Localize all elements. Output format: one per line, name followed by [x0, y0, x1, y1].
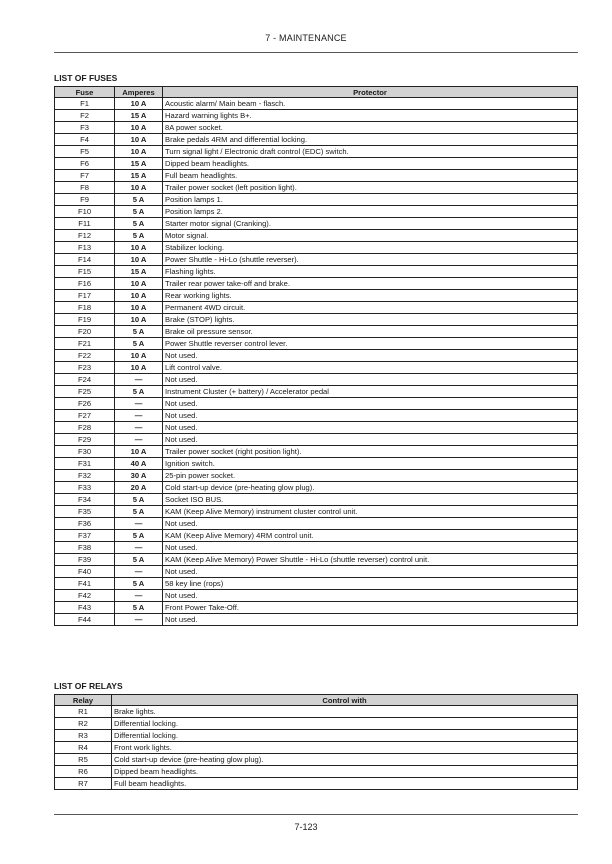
fuse-id-cell: F40	[55, 566, 115, 578]
fuse-id-cell: F30	[55, 446, 115, 458]
table-row	[55, 602, 578, 614]
table-row	[55, 158, 578, 170]
protector-cell: Ignition switch.	[163, 458, 578, 470]
fuse-id-cell: F9	[55, 194, 115, 206]
protector-cell: Instrument Cluster (+ battery) / Accelerator pedal	[163, 386, 578, 398]
relay-id-cell: R6	[55, 766, 112, 778]
table-row	[55, 482, 578, 494]
fuse-id-cell: F35	[55, 506, 115, 518]
protector-cell: Dipped beam headlights.	[163, 158, 578, 170]
protector-cell: Not used.	[163, 614, 578, 626]
table-row	[55, 374, 578, 386]
table-row	[55, 554, 578, 566]
control-cell: Front work lights.	[112, 742, 578, 754]
amperes-cell: 20 A	[115, 482, 163, 494]
table-row	[55, 134, 578, 146]
table-row	[55, 278, 578, 290]
table-row	[55, 766, 578, 778]
table-row	[55, 242, 578, 254]
amperes-cell: 5 A	[115, 194, 163, 206]
amperes-cell: 5 A	[115, 386, 163, 398]
fuse-column-header: Fuse	[55, 87, 115, 98]
fuse-id-cell: F24	[55, 374, 115, 386]
table-row	[55, 170, 578, 182]
fuse-table-body	[55, 98, 578, 626]
fuse-id-cell: F2	[55, 110, 115, 122]
fuse-id-cell: F10	[55, 206, 115, 218]
amperes-cell: 15 A	[115, 170, 163, 182]
table-row	[55, 542, 578, 554]
protector-cell: Hazard warning lights B+.	[163, 110, 578, 122]
amperes-cell: 5 A	[115, 506, 163, 518]
table-row	[55, 614, 578, 626]
amperes-cell: 10 A	[115, 278, 163, 290]
fuse-id-cell: F38	[55, 542, 115, 554]
table-row	[55, 706, 578, 718]
amperes-cell: 10 A	[115, 350, 163, 362]
fuse-id-cell: F33	[55, 482, 115, 494]
table-row	[55, 778, 578, 790]
protector-cell: Power Shuttle reverser control lever.	[163, 338, 578, 350]
amperes-cell: 10 A	[115, 98, 163, 110]
fuse-table-header-row	[55, 87, 578, 98]
protector-cell: Socket ISO BUS.	[163, 494, 578, 506]
amperes-column-header: Amperes	[115, 87, 163, 98]
amperes-cell: 5 A	[115, 494, 163, 506]
table-row	[55, 494, 578, 506]
amperes-cell: 10 A	[115, 446, 163, 458]
footer-rule	[54, 814, 578, 815]
fuse-id-cell: F8	[55, 182, 115, 194]
control-column-header: Control with	[112, 695, 578, 706]
amperes-cell: 10 A	[115, 146, 163, 158]
protector-cell: Trailer power socket (right position light).	[163, 446, 578, 458]
fuses-section-title: LIST OF FUSES	[54, 73, 118, 83]
relay-table-body	[55, 706, 578, 790]
table-row	[55, 230, 578, 242]
amperes-cell: 10 A	[115, 362, 163, 374]
protector-cell: Not used.	[163, 518, 578, 530]
fuse-id-cell: F26	[55, 398, 115, 410]
relay-id-cell: R5	[55, 754, 112, 766]
protector-cell: Brake pedals 4RM and differential locking.	[163, 134, 578, 146]
amperes-cell: 10 A	[115, 314, 163, 326]
protector-cell: Not used.	[163, 410, 578, 422]
fuse-id-cell: F20	[55, 326, 115, 338]
fuse-id-cell: F34	[55, 494, 115, 506]
fuse-id-cell: F28	[55, 422, 115, 434]
protector-cell: Full beam headlights.	[163, 170, 578, 182]
page-header: 7 - MAINTENANCE	[265, 33, 347, 43]
amperes-cell: 5 A	[115, 326, 163, 338]
table-row	[55, 566, 578, 578]
fuse-id-cell: F4	[55, 134, 115, 146]
table-row	[55, 422, 578, 434]
amperes-cell: 10 A	[115, 242, 163, 254]
amperes-cell: —	[115, 374, 163, 386]
amperes-cell: 10 A	[115, 302, 163, 314]
amperes-cell: —	[115, 590, 163, 602]
fuse-id-cell: F7	[55, 170, 115, 182]
fuse-id-cell: F43	[55, 602, 115, 614]
fuse-id-cell: F18	[55, 302, 115, 314]
protector-cell: Position lamps 1.	[163, 194, 578, 206]
fuse-id-cell: F12	[55, 230, 115, 242]
amperes-cell: 10 A	[115, 254, 163, 266]
fuse-id-cell: F11	[55, 218, 115, 230]
fuse-id-cell: F22	[55, 350, 115, 362]
fuse-id-cell: F39	[55, 554, 115, 566]
protector-cell: Not used.	[163, 398, 578, 410]
protector-cell: Position lamps 2.	[163, 206, 578, 218]
amperes-cell: 5 A	[115, 602, 163, 614]
relay-id-cell: R3	[55, 730, 112, 742]
table-row	[55, 518, 578, 530]
amperes-cell: 10 A	[115, 182, 163, 194]
relay-table	[54, 694, 578, 790]
amperes-cell: 10 A	[115, 122, 163, 134]
fuse-id-cell: F6	[55, 158, 115, 170]
table-row	[55, 718, 578, 730]
amperes-cell: —	[115, 542, 163, 554]
protector-cell: Flashing lights.	[163, 266, 578, 278]
relay-id-cell: R7	[55, 778, 112, 790]
table-row	[55, 386, 578, 398]
amperes-cell: 40 A	[115, 458, 163, 470]
fuse-id-cell: F31	[55, 458, 115, 470]
table-row	[55, 470, 578, 482]
protector-cell: KAM (Keep Alive Memory) 4RM control unit.	[163, 530, 578, 542]
amperes-cell: 5 A	[115, 338, 163, 350]
protector-cell: Rear working lights.	[163, 290, 578, 302]
protector-cell: 8A power socket.	[163, 122, 578, 134]
control-cell: Brake lights.	[112, 706, 578, 718]
amperes-cell: 15 A	[115, 158, 163, 170]
amperes-cell: —	[115, 614, 163, 626]
protector-cell: Not used.	[163, 542, 578, 554]
amperes-cell: 5 A	[115, 206, 163, 218]
fuse-id-cell: F19	[55, 314, 115, 326]
table-row	[55, 730, 578, 742]
amperes-cell: 15 A	[115, 110, 163, 122]
amperes-cell: —	[115, 398, 163, 410]
table-row	[55, 590, 578, 602]
amperes-cell: 15 A	[115, 266, 163, 278]
protector-cell: KAM (Keep Alive Memory) instrument cluster control unit.	[163, 506, 578, 518]
control-cell: Differential locking.	[112, 718, 578, 730]
fuse-id-cell: F25	[55, 386, 115, 398]
protector-cell: Starter motor signal (Cranking).	[163, 218, 578, 230]
amperes-cell: —	[115, 410, 163, 422]
amperes-cell: —	[115, 566, 163, 578]
protector-cell: Brake oil pressure sensor.	[163, 326, 578, 338]
control-cell: Dipped beam headlights.	[112, 766, 578, 778]
amperes-cell: 5 A	[115, 230, 163, 242]
amperes-cell: 30 A	[115, 470, 163, 482]
table-row	[55, 254, 578, 266]
protector-cell: Not used.	[163, 434, 578, 446]
fuse-id-cell: F32	[55, 470, 115, 482]
protector-cell: Stabilizer locking.	[163, 242, 578, 254]
amperes-cell: 10 A	[115, 134, 163, 146]
fuse-id-cell: F37	[55, 530, 115, 542]
amperes-cell: 5 A	[115, 218, 163, 230]
amperes-cell: 5 A	[115, 578, 163, 590]
protector-cell: Permanent 4WD circuit.	[163, 302, 578, 314]
table-row	[55, 742, 578, 754]
table-row	[55, 446, 578, 458]
page-number: 7-123	[294, 822, 318, 832]
amperes-cell: —	[115, 434, 163, 446]
fuse-id-cell: F21	[55, 338, 115, 350]
table-row	[55, 338, 578, 350]
protector-cell: Acoustic alarm/ Main beam - flasch.	[163, 98, 578, 110]
control-cell: Cold start-up device (pre-heating glow plug).	[112, 754, 578, 766]
fuse-id-cell: F36	[55, 518, 115, 530]
protector-cell: Power Shuttle - Hi-Lo (shuttle reverser).	[163, 254, 578, 266]
table-row	[55, 266, 578, 278]
fuse-id-cell: F5	[55, 146, 115, 158]
fuse-id-cell: F44	[55, 614, 115, 626]
table-row	[55, 362, 578, 374]
fuse-id-cell: F17	[55, 290, 115, 302]
table-row	[55, 146, 578, 158]
fuse-id-cell: F41	[55, 578, 115, 590]
control-cell: Differential locking.	[112, 730, 578, 742]
table-row	[55, 326, 578, 338]
fuse-id-cell: F23	[55, 362, 115, 374]
fuse-id-cell: F27	[55, 410, 115, 422]
relay-id-cell: R2	[55, 718, 112, 730]
protector-cell: Brake (STOP) lights.	[163, 314, 578, 326]
table-row	[55, 410, 578, 422]
protector-cell: Not used.	[163, 590, 578, 602]
table-row	[55, 194, 578, 206]
fuse-id-cell: F16	[55, 278, 115, 290]
amperes-cell: 10 A	[115, 290, 163, 302]
table-row	[55, 98, 578, 110]
control-cell: Full beam headlights.	[112, 778, 578, 790]
fuse-table	[54, 86, 578, 626]
protector-cell: Turn signal light / Electronic draft control (EDC) switch.	[163, 146, 578, 158]
protector-cell: 58 key line (rops)	[163, 578, 578, 590]
relay-id-cell: R4	[55, 742, 112, 754]
table-row	[55, 314, 578, 326]
header-rule	[54, 52, 578, 53]
table-row	[55, 506, 578, 518]
table-row	[55, 458, 578, 470]
table-row	[55, 754, 578, 766]
protector-cell: Not used.	[163, 374, 578, 386]
protector-cell: Cold start-up device (pre-heating glow plug).	[163, 482, 578, 494]
protector-column-header: Protector	[163, 87, 578, 98]
fuse-id-cell: F42	[55, 590, 115, 602]
protector-cell: Not used.	[163, 566, 578, 578]
protector-cell: Front Power Take-Off.	[163, 602, 578, 614]
table-row	[55, 434, 578, 446]
table-row	[55, 206, 578, 218]
table-row	[55, 530, 578, 542]
amperes-cell: —	[115, 422, 163, 434]
fuse-id-cell: F1	[55, 98, 115, 110]
table-row	[55, 302, 578, 314]
fuse-id-cell: F15	[55, 266, 115, 278]
amperes-cell: 5 A	[115, 554, 163, 566]
fuse-id-cell: F14	[55, 254, 115, 266]
protector-cell: KAM (Keep Alive Memory) Power Shuttle - Hi-Lo (shuttle reverser) control unit.	[163, 554, 578, 566]
fuse-id-cell: F3	[55, 122, 115, 134]
fuse-id-cell: F29	[55, 434, 115, 446]
protector-cell: Trailer power socket (left position light).	[163, 182, 578, 194]
fuse-id-cell: F13	[55, 242, 115, 254]
table-row	[55, 110, 578, 122]
relay-table-header-row	[55, 695, 578, 706]
amperes-cell: 5 A	[115, 530, 163, 542]
table-row	[55, 578, 578, 590]
protector-cell: Motor signal.	[163, 230, 578, 242]
amperes-cell: —	[115, 518, 163, 530]
protector-cell: Trailer rear power take-off and brake.	[163, 278, 578, 290]
table-row	[55, 182, 578, 194]
table-row	[55, 290, 578, 302]
protector-cell: 25-pin power socket.	[163, 470, 578, 482]
table-row	[55, 122, 578, 134]
table-row	[55, 398, 578, 410]
relay-id-cell: R1	[55, 706, 112, 718]
protector-cell: Lift control valve.	[163, 362, 578, 374]
protector-cell: Not used.	[163, 350, 578, 362]
table-row	[55, 350, 578, 362]
table-row	[55, 218, 578, 230]
protector-cell: Not used.	[163, 422, 578, 434]
relays-section-title: LIST OF RELAYS	[54, 681, 123, 691]
relay-column-header: Relay	[55, 695, 112, 706]
